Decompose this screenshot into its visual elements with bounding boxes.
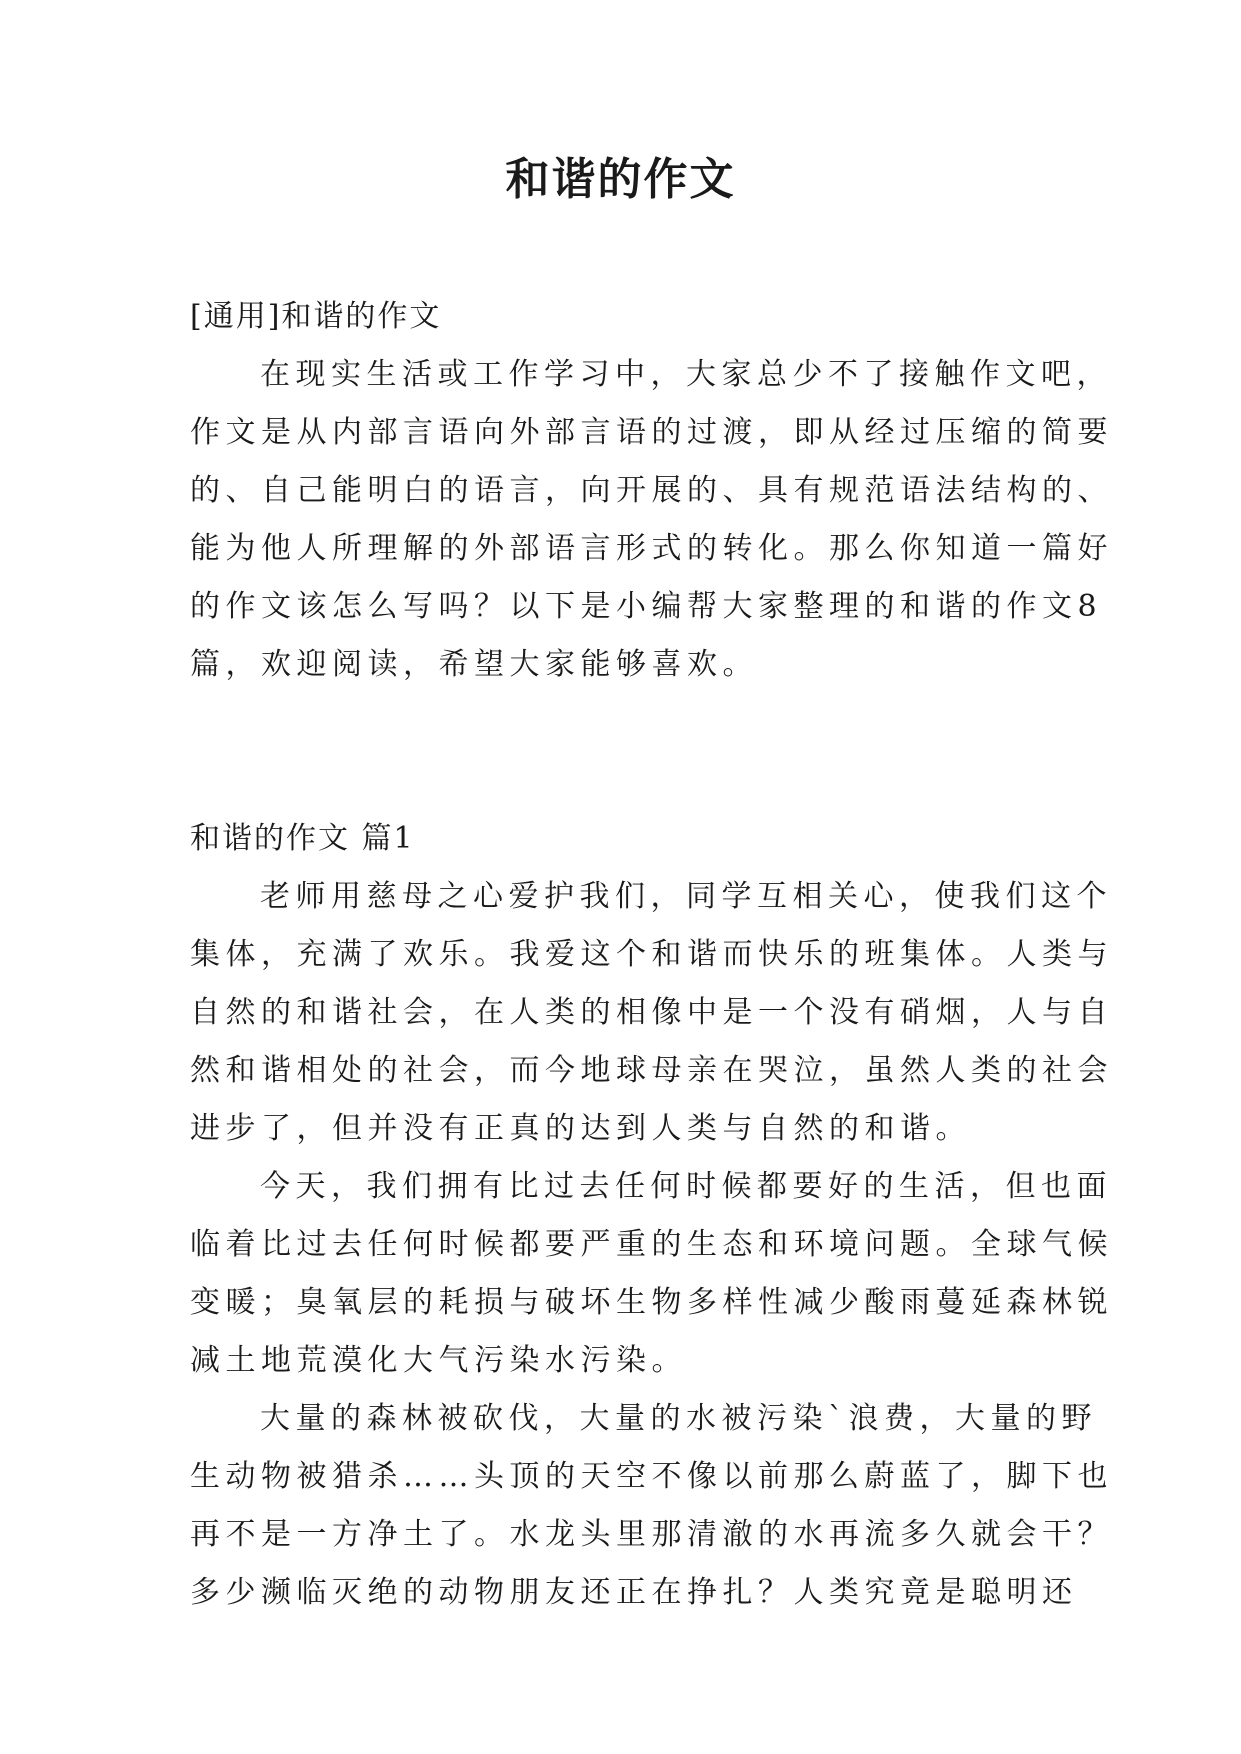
intro-line: 能为他人所理解的外部语言形式的转化。那么你知道一篇好 — [190, 531, 1113, 566]
body-line: 老师用慈母之心爱护我们，同学互相关心，使我们这个 — [260, 879, 1112, 914]
body-line: 减土地荒漠化大气污染水污染。 — [190, 1343, 687, 1378]
document-body — [190, 288, 1113, 1622]
intro-line: 在现实生活或工作学习中，大家总少不了接触作文吧， — [260, 357, 1112, 392]
body-line: 进步了，但并没有正真的达到人类与自然的和谐。 — [190, 1111, 971, 1146]
intro-line: 的作文该怎么写吗？以下是小编帮大家整理的和谐的作文8 — [190, 589, 1103, 624]
intro-line: 作文是从内部言语向外部言语的过渡，即从经过压缩的简要 — [190, 415, 1113, 450]
body-line: 然和谐相处的社会，而今地球母亲在哭泣，虽然人类的社会 — [190, 1053, 1113, 1088]
document-subtitle: [通用]和谐的作文 — [190, 299, 442, 334]
body-line: 变暖；臭氧层的耗损与破坏生物多样性减少酸雨蔓延森林锐 — [190, 1285, 1113, 1320]
intro-line: 篇，欢迎阅读，希望大家能够喜欢。 — [190, 647, 758, 682]
body-line: 再不是一方净土了。水龙头里那清澈的水再流多久就会干？ — [190, 1517, 1113, 1552]
section-heading: 和谐的作文 篇1 — [190, 821, 415, 856]
body-line: 生动物被猎杀……头顶的天空不像以前那么蔚蓝了，脚下也 — [190, 1459, 1113, 1494]
body-line: 集体，充满了欢乐。我爱这个和谐而快乐的班集体。人类与 — [190, 937, 1113, 972]
body-line: 自然的和谐社会，在人类的相像中是一个没有硝烟，人与自 — [190, 995, 1113, 1030]
body-line: 临着比过去任何时候都要严重的生态和环境问题。全球气候 — [190, 1227, 1113, 1262]
body-line: 今天，我们拥有比过去任何时候都要好的生活，但也面 — [260, 1169, 1112, 1204]
document-title: 和谐的作文 — [505, 154, 736, 205]
intro-line: 的、自己能明白的语言，向开展的、具有规范语法结构的、 — [190, 473, 1113, 508]
body-line: 大量的森林被砍伐，大量的水被污染`浪费，大量的野 — [260, 1401, 1097, 1436]
section-gap — [190, 694, 1070, 810]
body-line: 多少濒临灭绝的动物朋友还正在挣扎？人类究竟是聪明还 — [190, 1575, 1078, 1610]
